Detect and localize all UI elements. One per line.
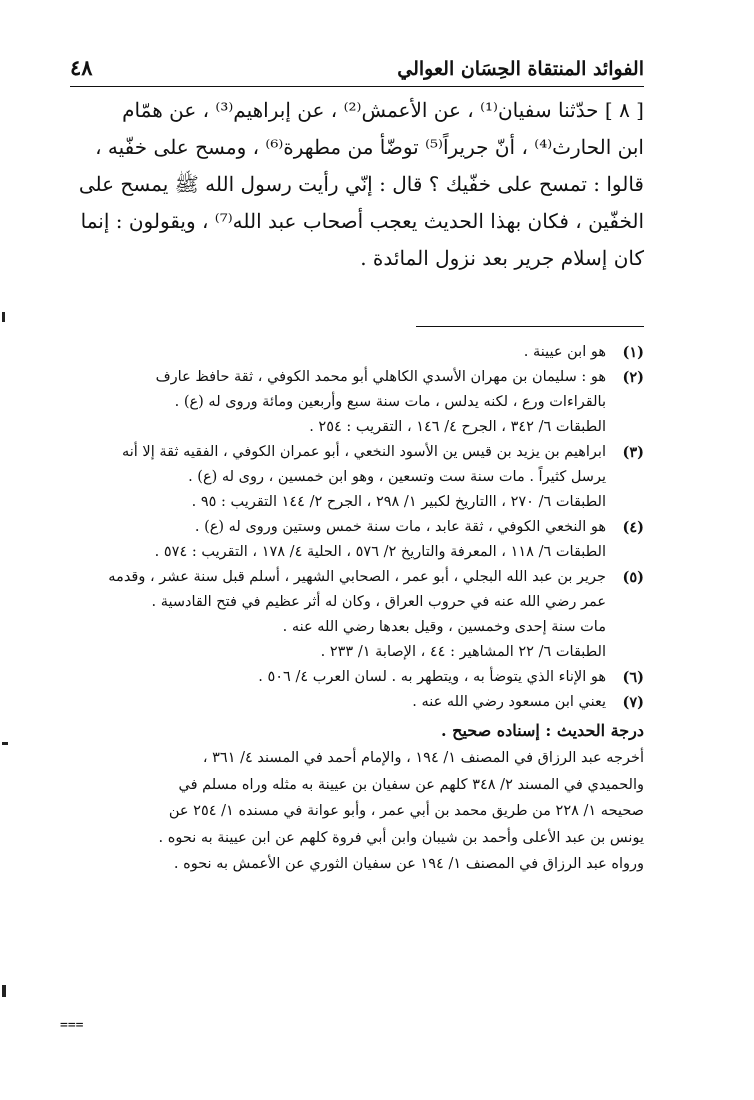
running-title: الفوائد المنتقاة الحِسَان العوالي [397,58,644,80]
hadith-line: قالوا : تمسح على خفّيك ؟ قال : إنّي رأيت رسول الله ﷺ يمسح على [78,172,644,196]
footnote-number: (٣) [622,444,644,461]
footnote-line: الطبقات ٦/ ٢٧٠ ، االتاريخ لكبير ١/ ٢٩٨ ، الجرح ٢/ ١٤٤ التقريب : ٩٥ . [191,494,606,510]
scan-mark [2,985,6,997]
scan-mark [2,742,8,745]
footnote-line: مات سنة إحدى وخمسين ، وقيل بعدها رضي الله عنه . [282,619,606,635]
takhrij-line: صحيحه ١/ ٢٢٨ من طريق محمد بن أبي عمر ، وأبو عوانة في مسنده ١/ ٢٥٤ عن [168,803,644,819]
takhrij-line: ورواه عبد الرزاق في المصنف ١/ ١٩٤ عن سفيان الثوري عن الأعمش به نحوه . [173,856,644,872]
footnote-line: هو الإناء الذي يتوضأ به ، ويتطهر به . لسان العرب ٤/ ٥٠٦ . [258,669,606,685]
footnote-7 [68,690,644,715]
footnote-number: (٧) [622,694,644,711]
scan-mark [2,312,5,322]
takhrij-line: يونس بن عبد الأعلى وأحمد بن شيبان وابن أبي فروة كلهم عن ابن عيينة به نحوه . [158,829,644,846]
page-number: ٤٨ [70,55,93,80]
footnotes [68,340,644,878]
footnote-line: يرسل كثيراً . مات سنة ست وتسعين ، وهو ابن خمسين ، روى له (ع) . [188,469,606,485]
hadith-line: [ ٨ ] حدّثنا سفيان⁽¹⁾ ، عن الأعمش⁽²⁾ ، عن إبراهيم⁽³⁾ ، عن همّام [122,98,644,122]
footnote-number: (١) [622,344,644,361]
footnote-line: عمر رضي الله عنه في حروب العراق ، وكان له أثر عظيم في فتح القادسية . [151,594,606,610]
footnote-line: بالقراءات ورع ، لكنه يدلس ، مات سنة سبع وأربعين ومائة وروى له (ع) . [174,394,606,410]
hadith-line: كان إسلام جرير بعد نزول المائدة . [360,246,644,270]
takhrij [68,745,644,878]
footnote-line: هو : سليمان بن مهران الأسدي الكاهلي أبو محمد الكوفي ، ثقة حافظ عارف [155,369,606,385]
footnote-line: الطبقات ٦/ ٢٢ المشاهير : ٤٤ ، الإصابة ١/ ٢٣٣ . [320,644,606,660]
hadith-line: الخفّين ، فكان بهذا الحديث يعجب أصحاب عبد الله⁽⁷⁾ ، ويقولون : إنما [80,209,644,233]
hadith-line: ابن الحارث⁽⁴⁾ ، أنّ جريراً⁽⁵⁾ توضّأ من مطهرة⁽⁶⁾ ، ومسح على خفّيه ، [95,135,644,159]
footnote-number: (٦) [622,669,644,686]
footnote-line: يعني ابن مسعود رضي الله عنه . [412,694,606,710]
takhrij-line: أخرجه عبد الرزاق في المصنف ١/ ١٩٤ ، والإمام أحمد في المسند ٤/ ٣٦١ ، [202,750,644,766]
footnote-line: الطبقات ٦/ ٣٤٢ ، الجرح ٤/ ١٤٦ ، التقريب : ٢٥٤ . [309,419,606,435]
footnote-line: ابراهيم بن يزيد بن قيس ين الأسود النخعي ، أبو عمران الكوفي ، الفقيه ثقة إلا أنه [121,444,606,460]
footnote-2 [68,365,644,440]
footnote-number: (٢) [622,369,644,386]
footnote-6 [68,665,644,690]
footnote-separator [416,326,644,327]
footnote-line: هو ابن عيينة . [523,344,606,360]
hadith-text [70,92,644,277]
footnote-line: هو النخعي الكوفي ، ثقة عابد ، مات سنة خمس وستين وروى له (ع) . [194,519,606,535]
hadith-grade: درجة الحديث : إسناده صحيح . [441,721,644,740]
footnote-1 [68,340,644,365]
footnote-number: (٤) [622,519,644,536]
footnote-number: (٥) [622,569,644,586]
footnote-line: الطبقات ٦/ ١١٨ ، المعرفة والتاريخ ٢/ ٥٧٦ ، الحلية ٤/ ١٧٨ ، التقريب : ٥٧٤ . [154,544,606,560]
takhrij-line: والحميدي في المسند ٢/ ٣٤٨ كلهم عن سفيان بن عيينة به مثله وراه مسلم في [178,776,644,793]
end-mark: === [60,1018,84,1033]
page-header [70,42,644,87]
footnote-3 [68,440,644,515]
footnote-5 [68,565,644,665]
footnote-line: جرير بن عبد الله البجلي ، أبو عمر ، الصحابي الشهير ، أسلم قبل سنة عشر ، وقدمه [108,569,606,585]
footnote-4 [68,515,644,565]
